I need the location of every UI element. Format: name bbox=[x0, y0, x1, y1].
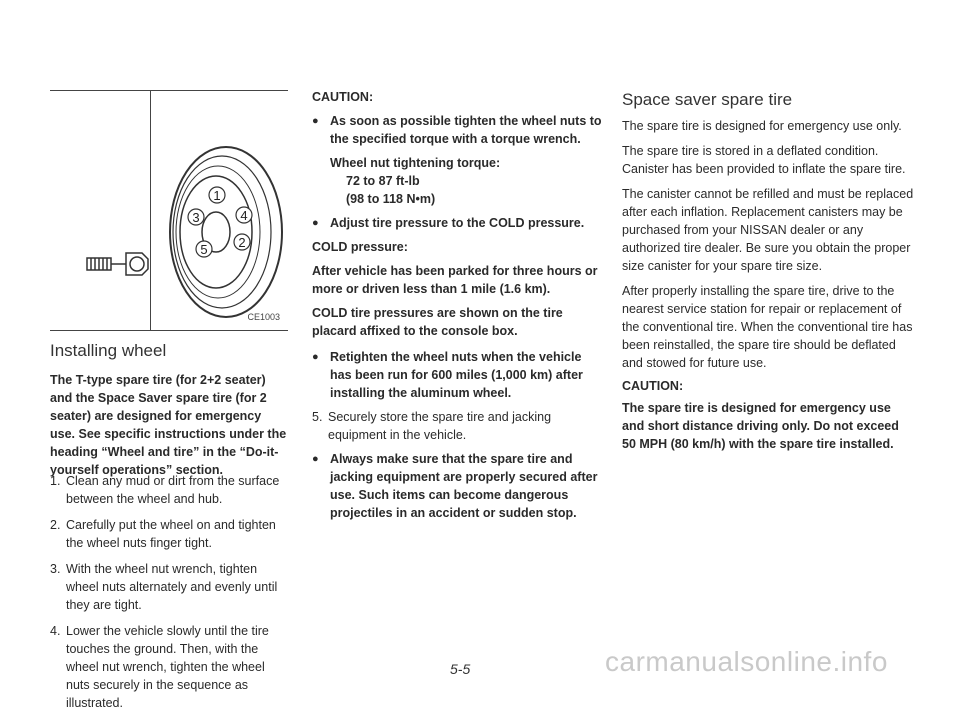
tire-icon bbox=[170, 147, 282, 317]
lug-nut-icon bbox=[87, 253, 148, 275]
installation-steps bbox=[50, 472, 288, 720]
middle-column bbox=[312, 90, 602, 528]
svg-text:3: 3 bbox=[192, 210, 200, 225]
svg-text:1: 1 bbox=[213, 188, 221, 203]
callout-2 bbox=[234, 234, 250, 250]
paragraph: The spare tire is stored in a deflated condition. Canister has been provided to inflate the spare tire. bbox=[622, 144, 906, 176]
bullet-icon: ● bbox=[312, 351, 319, 363]
spare-tire-intro: The T-type spare tire (for 2+2 seater) and the Space Saver spare tire (for 2 seater) are designed for emergency use. See specific instructions under the heading “Wheel and tire” in the “Do-it-yourself operations” section. bbox=[50, 373, 287, 477]
torque-bullet: ● As soon as possible tighten the wheel nuts to the specified torque with a torque wrench. bbox=[312, 114, 602, 146]
bullet-icon: ● bbox=[312, 453, 319, 465]
page-number: 5-5 bbox=[450, 661, 471, 677]
step-item: 1. Clean any mud or dirt from the surface between the wheel and hub. bbox=[50, 474, 280, 506]
step-item: 4. Lower the vehicle slowly until the tire touches the ground. Then, with the wheel nut wrench, tighten the wheel nuts securely in the sequence as illustrated. bbox=[50, 624, 269, 710]
cold-pressure-label: COLD pressure: bbox=[312, 240, 408, 254]
torque-spec: Wheel nut tightening torque: 72 to 87 ft-lb (98 to 118 N•m) bbox=[330, 156, 501, 206]
retighten-bullet: ● Retighten the wheel nuts when the vehicle has been run for 600 miles (1,000 km) after installing the aluminum wheel. bbox=[312, 350, 583, 400]
callout-4 bbox=[236, 207, 252, 223]
svg-text:4: 4 bbox=[240, 208, 248, 223]
wheel-nut-illustration bbox=[50, 90, 288, 331]
step-item: 3. With the wheel nut wrench, tighten wheel nuts alternately and evenly until they are tight. bbox=[50, 562, 278, 612]
callout-1 bbox=[209, 187, 225, 203]
bullet-icon: ● bbox=[312, 115, 319, 127]
callout-5 bbox=[196, 241, 212, 257]
paragraph: The spare tire is designed for emergency use only. bbox=[622, 119, 902, 133]
pressure-bullet: ● Adjust tire pressure to the COLD pressure. bbox=[312, 216, 585, 230]
installing-wheel-heading: Installing wheel bbox=[50, 341, 167, 360]
paragraph: The canister cannot be refilled and must be replaced after each inflation. Replacement canisters may be purchased from your NISSAN dealer or any authorized tire dealer. Be sure you obtain the proper size canister for your spare tire size. bbox=[622, 187, 914, 273]
watermark: carmanualsonline.info bbox=[605, 646, 888, 677]
cold-pressure-placard: COLD tire pressures are shown on the tire placard affixed to the console box. bbox=[312, 306, 563, 338]
caution-label: CAUTION: bbox=[622, 379, 684, 393]
space-saver-heading: Space saver spare tire bbox=[622, 90, 793, 109]
step-item: 5. Securely store the spare tire and jacking equipment in the vehicle. bbox=[312, 410, 552, 442]
figure-code: CE1003 bbox=[247, 312, 280, 322]
paragraph: After properly installing the spare tire, drive to the nearest service station for repair or replacement of the conventional tire. When the conventional tire has been reinstalled, the spare tire should be deflated and stowed for future use. bbox=[622, 284, 913, 370]
caution-label: CAUTION: bbox=[312, 90, 374, 104]
caution-text: The spare tire is designed for emergency use and short distance driving only. Do not exceed 50 MPH (80 km/h) with the spare tire installed. bbox=[622, 401, 899, 451]
right-column bbox=[622, 117, 914, 460]
svg-text:2: 2 bbox=[238, 235, 246, 250]
wheel-diagram bbox=[50, 91, 288, 330]
bullet-icon: ● bbox=[312, 217, 319, 229]
cold-pressure-definition: After vehicle has been parked for three hours or more or driven less than 1 mile (1.6 km). bbox=[312, 264, 598, 296]
secure-equipment-bullet: ● Always make sure that the spare tire and jacking equipment are properly secured after use. Such items can become dangerous projectiles in an accident or sudden stop. bbox=[312, 452, 598, 520]
callout-3 bbox=[188, 209, 204, 225]
svg-text:5: 5 bbox=[200, 242, 208, 257]
step-item: 2. Carefully put the wheel on and tighten the wheel nuts finger tight. bbox=[50, 518, 276, 550]
